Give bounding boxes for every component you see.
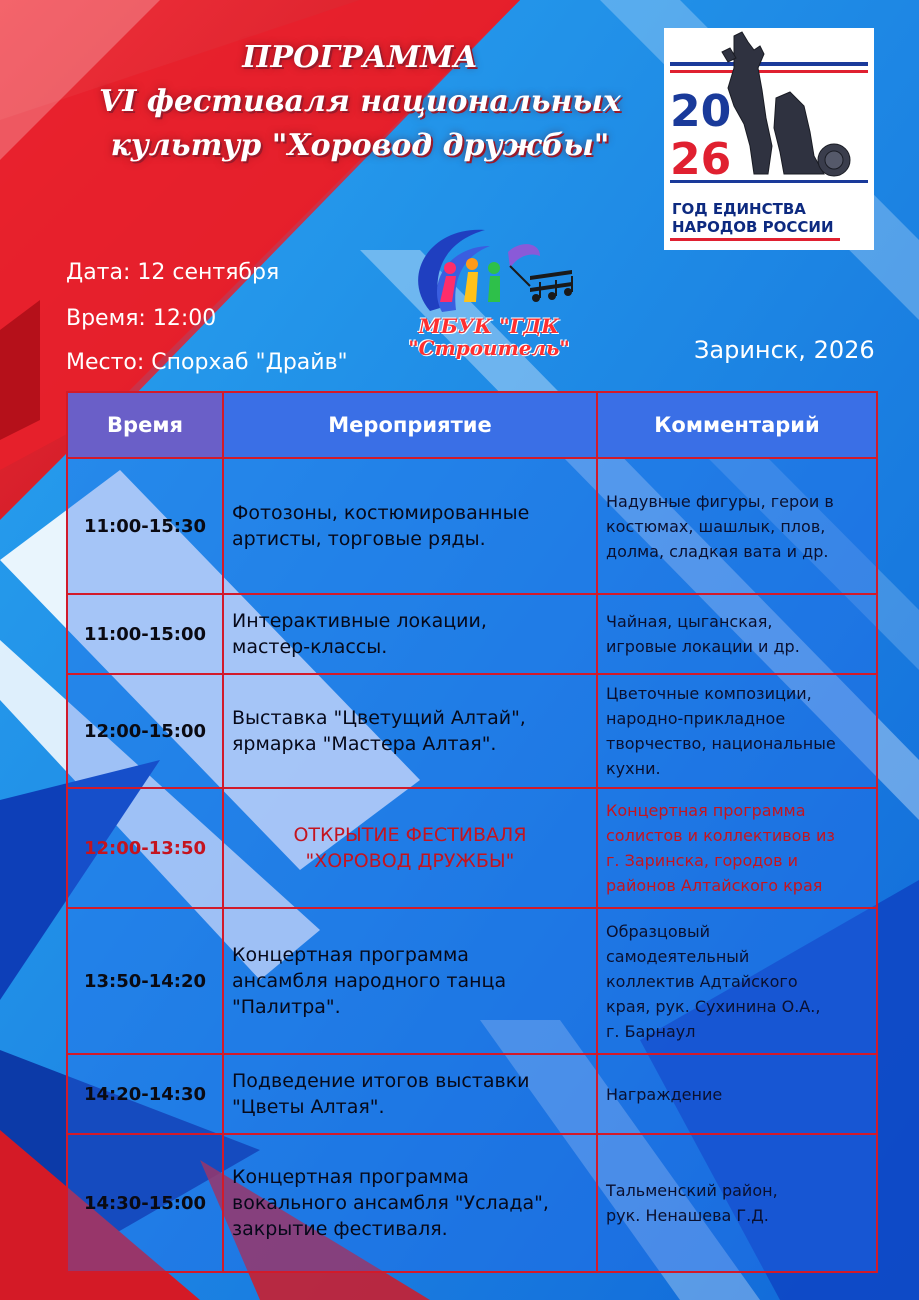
comment-line: Концертная программа	[606, 801, 806, 820]
event-line: Подведение итогов выставки	[232, 1070, 530, 1092]
table-header-row	[67, 392, 877, 458]
event-line: "Палитра".	[232, 996, 341, 1018]
event-line: ансамбля народного танца	[232, 970, 507, 992]
event-time: Время: 12:00	[66, 306, 217, 331]
event-place: Место: Спорхаб "Драйв"	[66, 350, 348, 375]
event-line: артисты, торговые ряды.	[232, 528, 486, 550]
event-line: "ХОРОВОД ДРУЖБЫ"	[305, 850, 515, 872]
event-line: ОТКРЫТИЕ ФЕСТИВАЛЯ	[293, 824, 527, 846]
event-line: Концертная программа	[232, 1166, 469, 1188]
cell-event	[223, 594, 597, 674]
comment-line: Награждение	[606, 1084, 723, 1104]
comment-line: Цветочные композиции,	[606, 684, 812, 703]
table-row	[67, 1054, 877, 1134]
table-row	[67, 674, 877, 788]
cell-time: 11:00-15:00	[67, 594, 223, 674]
cell-comment	[597, 594, 877, 674]
cell-comment	[597, 908, 877, 1054]
cell-time: 12:00-15:00	[67, 674, 223, 788]
event-line: Концертная программа	[232, 944, 469, 966]
comment-line: творчество, национальные	[606, 734, 836, 753]
comment-line: игровые локации и др.	[606, 637, 800, 656]
emblem-caption-line: ГОД ЕДИНСТВА	[672, 200, 806, 218]
column-header-comment: Комментарий	[597, 392, 877, 458]
comment-line: районов Алтайского края	[606, 876, 823, 895]
title-line: культур "Хоровод дружбы"	[110, 128, 610, 163]
cell-event	[223, 1054, 597, 1134]
logo-text-line: МБУК "ГДК	[418, 314, 560, 338]
comment-line: коллектив Адтайского	[606, 971, 798, 991]
event-date: Дата: 12 сентября	[66, 260, 280, 285]
comment-line: солистов и коллективов из	[606, 826, 835, 845]
column-header-time: Время	[67, 392, 223, 458]
cell-time: 12:00-13:50	[67, 788, 223, 908]
table-row	[67, 594, 877, 674]
table-body	[67, 458, 877, 1272]
cell-comment	[597, 458, 877, 594]
cell-time: 11:00-15:30	[67, 458, 223, 594]
event-line: закрытие фестиваля.	[232, 1218, 448, 1240]
comment-line: рук. Ненашева Г.Д.	[606, 1206, 769, 1225]
comment-line: долма, сладкая вата и др.	[606, 541, 829, 561]
cell-comment	[597, 788, 877, 908]
poster-title	[40, 36, 680, 168]
comment-line: Тальменский район,	[606, 1181, 778, 1200]
comment-line: края, рук. Сухинина О.А.,	[606, 996, 821, 1016]
comment-line: Чайная, цыганская,	[606, 612, 773, 631]
table-row	[67, 788, 877, 908]
event-line: "Цветы Алтая".	[232, 1096, 385, 1118]
city-year: Заринск, 2026	[694, 336, 875, 364]
event-line: Интерактивные локации,	[232, 610, 487, 632]
event-line: ярмарка "Мастера Алтая".	[232, 733, 497, 755]
table-row	[67, 1134, 877, 1272]
comment-line: костюмах, шашлык, плов,	[606, 516, 826, 536]
comment-line: г. Заринска, городов и	[606, 851, 798, 870]
event-line: мастер-классы.	[232, 636, 388, 658]
cell-time: 13:50-14:20	[67, 908, 223, 1054]
event-line: вокального ансамбля "Услада",	[232, 1192, 549, 1214]
cell-event	[223, 1134, 597, 1272]
title-line: VI фестиваля национальных	[99, 84, 621, 119]
comment-line: народно-прикладное	[606, 709, 786, 728]
title-line: ПРОГРАММА	[242, 40, 478, 75]
cell-event	[223, 908, 597, 1054]
event-line: Фотозоны, костюмированные	[232, 502, 530, 524]
comment-line: самодеятельный	[606, 946, 750, 966]
emblem-year-bottom: 26	[670, 134, 732, 185]
emblem-year-top: 20	[670, 86, 732, 137]
cell-comment	[597, 1134, 877, 1272]
cell-comment	[597, 1054, 877, 1134]
cell-event	[223, 788, 597, 908]
column-header-event: Мероприятие	[223, 392, 597, 458]
comment-line: кухни.	[606, 759, 661, 778]
cell-time: 14:30-15:00	[67, 1134, 223, 1272]
comment-line: Образцовый	[606, 921, 711, 941]
unity-year-emblem	[664, 28, 874, 250]
table-row	[67, 458, 877, 594]
program-table	[66, 391, 878, 1273]
logo-text-line: "Строитель"	[408, 336, 570, 360]
comment-line: Надувные фигуры, герои в	[606, 491, 834, 511]
cell-event	[223, 458, 597, 594]
cell-event	[223, 674, 597, 788]
cell-comment	[597, 674, 877, 788]
table-row	[67, 908, 877, 1054]
emblem-caption-line: НАРОДОВ РОССИИ	[672, 218, 834, 236]
comment-line: г. Барнаул	[606, 1021, 696, 1041]
cell-time: 14:20-14:30	[67, 1054, 223, 1134]
event-line: Выставка "Цветущий Алтай",	[232, 707, 526, 729]
